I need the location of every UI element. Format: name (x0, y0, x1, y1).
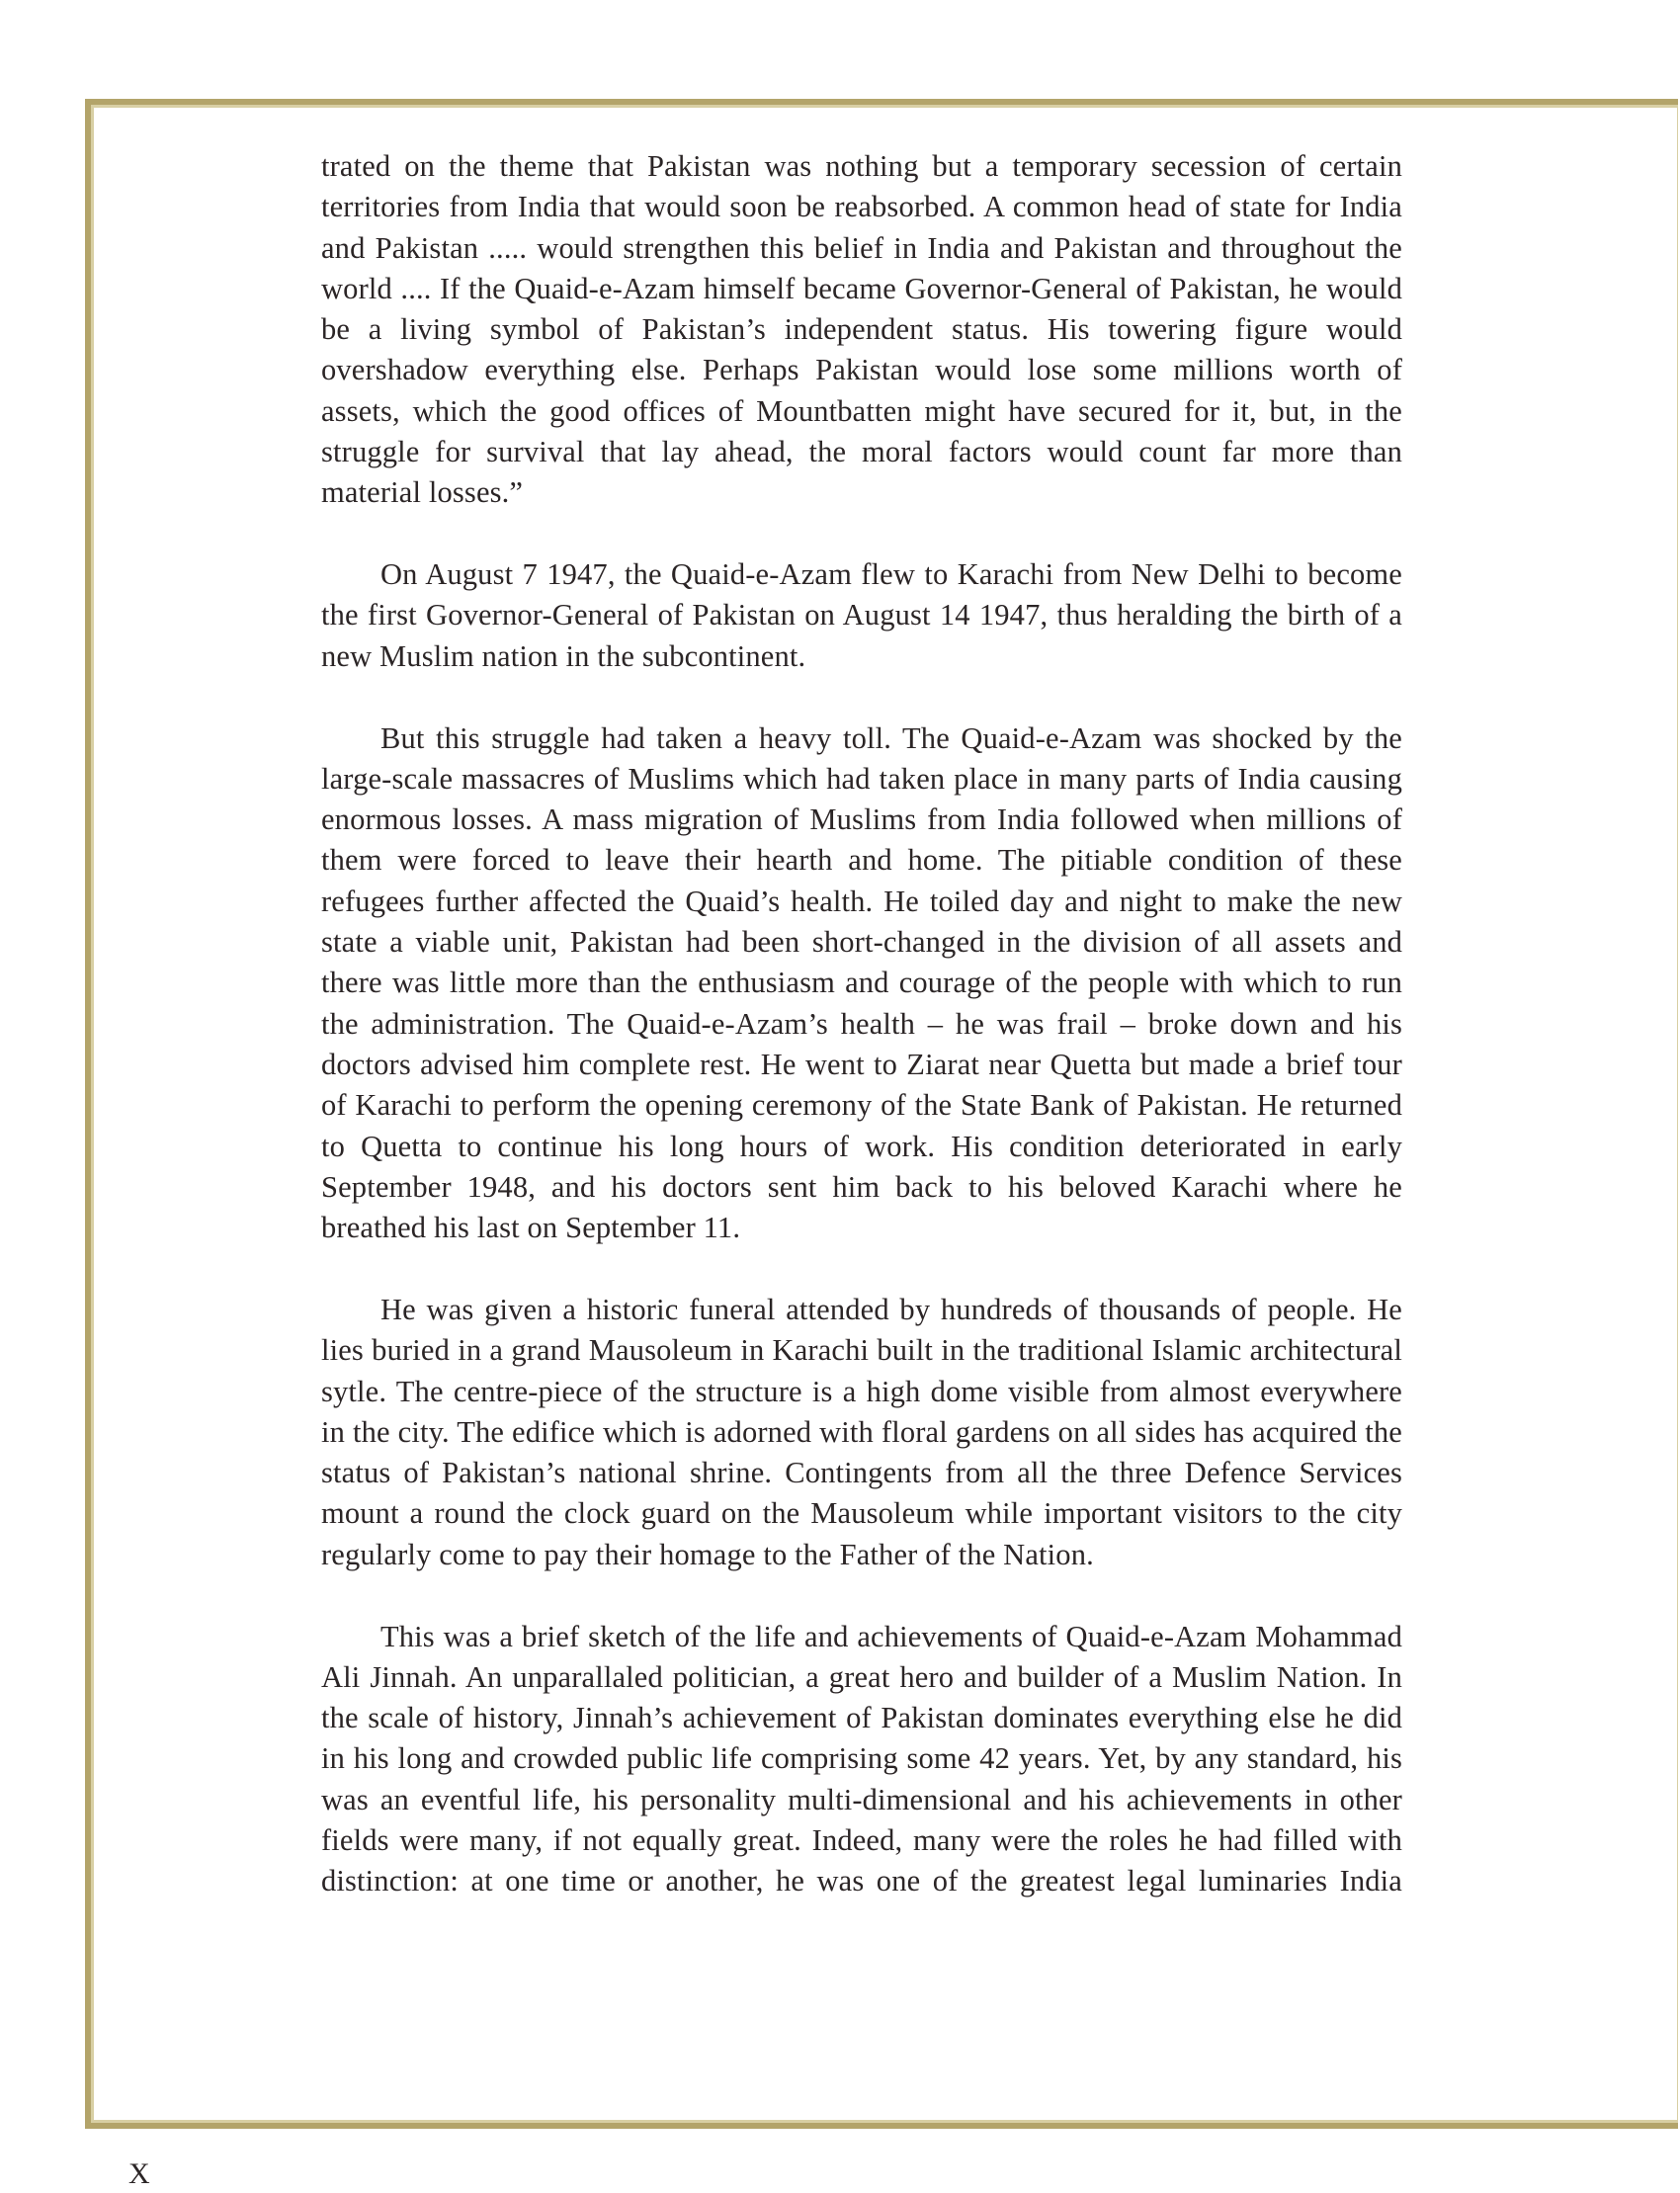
paragraph-funeral-mausoleum: He was given a historic funeral attended by hundreds of thousands of people. He lies buried in a grand Mausoleum in Karachi built in the traditional Islamic architectural sytle. The centre-piece of the structure is a high dome visible from almost everywhere in the city. The edifice which is adorned with floral gardens on all sides has acquired the status of Pakistan’s national shrine. Contingents from all the three Defence Services mount a round the clock guard on the Mausoleum while important visitors to the city regularly come to pay their homage to the Father of the Nation. (321, 1292, 1402, 1571)
paragraph-brief-sketch: This was a brief sketch of the life and achievements of Quaid-e-Azam Mohammad Ali Jinnah. An unparallaled politician, a great hero and builder of a Muslim Nation. In the scale of history, Jinnah’s achievement of Pakistan dominates everything else he did in his long and crowded public life comprising some 42 years. Yet, by any standard, his was an eventful life, his personality multi-dimensional and his achievements in other fields were many, if not equally great. Indeed, many were the roles he had filled with distinction: at one time or another, he was one of the greatest legal luminaries India (321, 1619, 1402, 1898)
paragraph-governor-general: On August 7 1947, the Quaid-e-Azam flew to Karachi from New Delhi to become the first Governor-General of Pakistan on August 14 1947, thus heralding the birth of a new Muslim nation in the subcontinent. (321, 557, 1402, 673)
page-number: X (128, 2157, 151, 2190)
body-text (321, 146, 1402, 1943)
paragraph-heavy-toll: But this struggle had taken a heavy toll. The Quaid-e-Azam was shocked by the large-scale massacres of Muslims which had taken place in many parts of India causing enormous losses. A mass migration of Muslims from India followed when millions of them were forced to leave their hearth and home. The pitiable condition of these refugees further affected the Quaid’s health. He toiled day and night to make the new state a viable unit, Pakistan had been short-changed in the division of all assets and there was little more than the enthusiasm and courage of the people with which to run the administration. The Quaid-e-Azam’s health – he was frail – broke down and his doctors advised him complete rest. He went to Ziarat near Quetta but made a brief tour of Karachi to perform the opening ceremony of the State Bank of Pakistan. He returned to Quetta to continue his long hours of work. His condition deteriorated in early September 1948, and his doctors sent him back to his beloved Karachi where he breathed his last on September 11. (321, 720, 1402, 1245)
paragraph-quote-continuation: trated on the theme that Pakistan was nothing but a temporary secession of certain territories from India that would soon be reabsorbed. A common head of state for India and Pakistan ..... would strengthen this belief in India and Pakistan and throughout the world .... If the Quaid-e-Azam himself became Governor-General of Pakistan, he would be a living symbol of Pakistan’s independent status. His towering figure would overshadow everything else. Perhaps Pakistan would lose some millions worth of assets, which the good offices of Mountbatten might have secured for it, but, in the struggle for survival that lay ahead, the moral factors would count far more than material losses.” (321, 149, 1402, 510)
